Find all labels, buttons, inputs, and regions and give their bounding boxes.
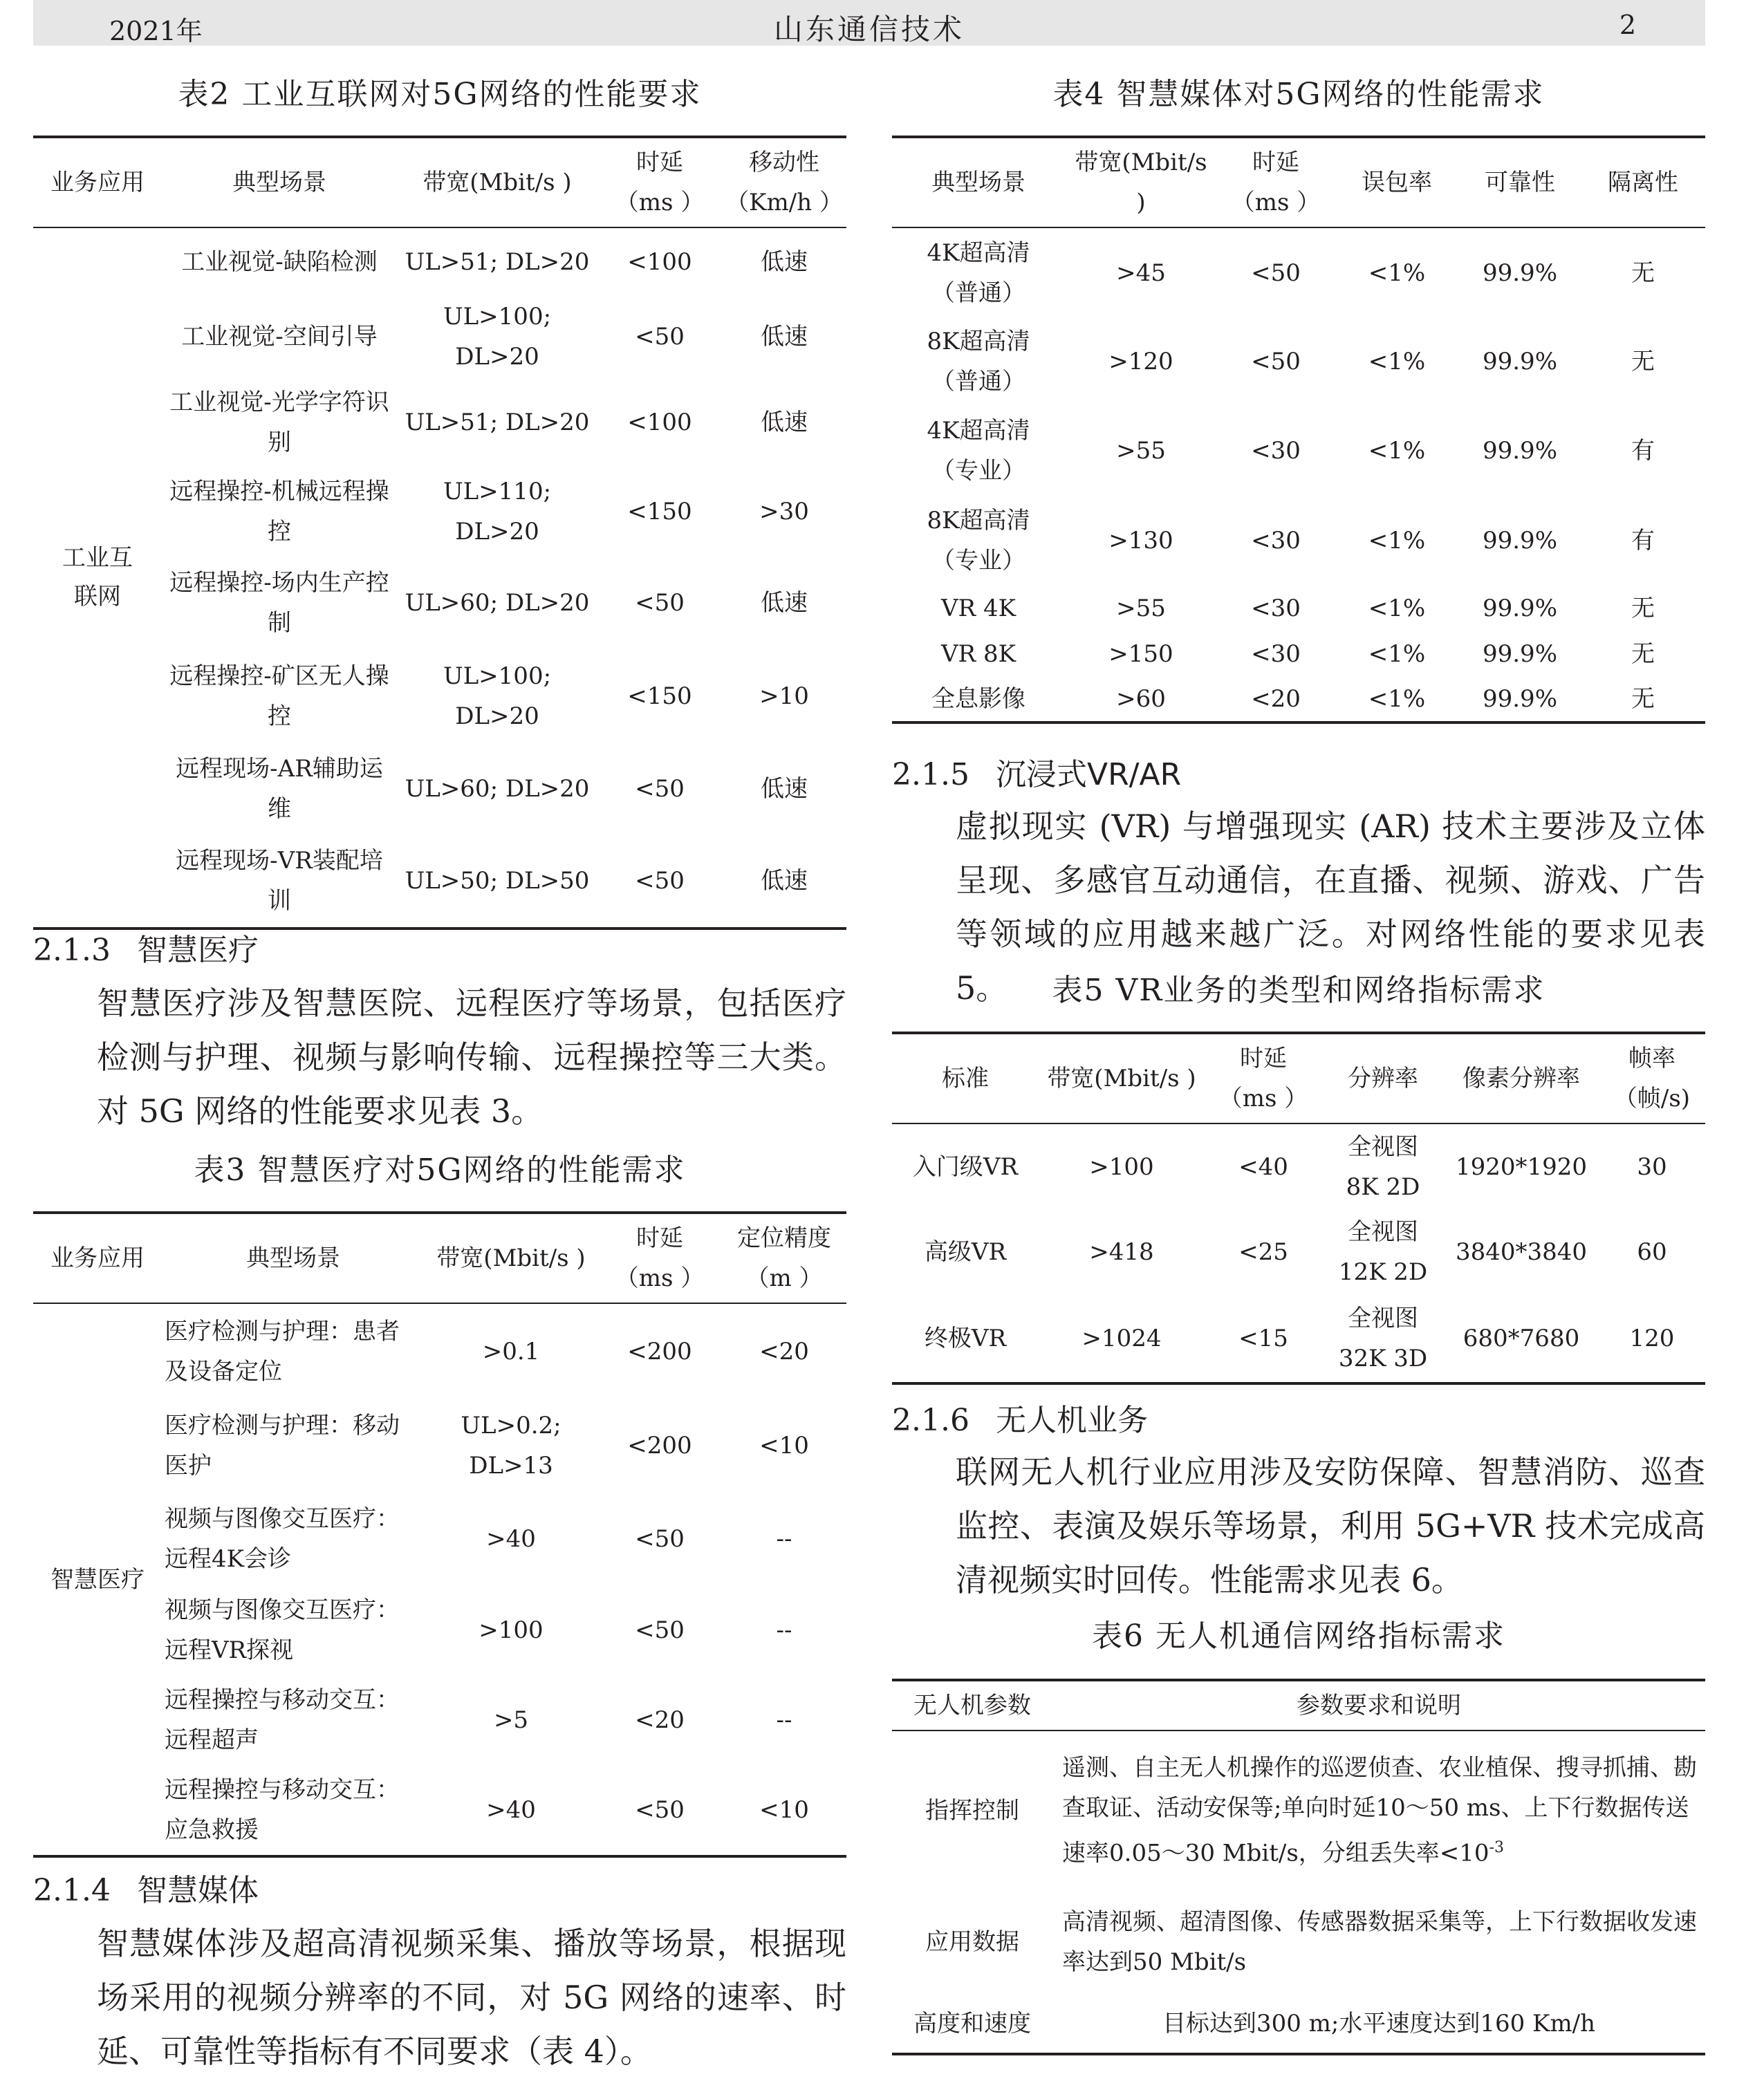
scenario-cell: 远程操控与移动交互：远程超声 [165, 1686, 400, 1754]
scenario-cell: 8K超高清 （普通） [927, 328, 1030, 395]
col-header: 带宽(Mbit/s ) [1065, 137, 1217, 227]
col-header: 业务应用 [33, 1213, 162, 1303]
table-row: 远程操控-场内生产控制 UL>60; DL>20 <50 低速 [33, 557, 846, 649]
group-cell: 工业互联网 [62, 544, 133, 610]
table5 [892, 1032, 1705, 1385]
col-header: 典型场景 [162, 137, 397, 227]
section-2-1-3-paragraph: 智慧医疗涉及智慧医院、远程医疗等场景，包括医疗检测与护理、视频与影响传输、远程操控等三大类。对 5G 网络的性能要求见表 3。 [97, 985, 846, 1130]
col-header: 带宽(Mbit/s ) [425, 1213, 597, 1303]
section-2-1-5-paragraph: 虚拟现实 (VR) 与增强现实 (AR) 技术主要涉及立体呈现、多感官互动通信，在直播、视频、游戏、广告等领域的应用越来越广泛。对网络性能的要求见表 5。 [956, 808, 1705, 1007]
table-row: 全息影像 >60 <20 <1% 99.9% 无 [892, 677, 1705, 722]
section-2-1-6-paragraph: 联网无人机行业应用涉及安防保障、智慧消防、巡查监控、表演及娱乐等场景，利用 5G+VR 技术完成高清视频实时回传。性能需求见表 6。 [956, 1453, 1705, 1598]
table-row: 视频与图像交互医疗：远程VR探视 >100 <50 -- [33, 1585, 846, 1675]
table-row: 入门级VR >100 <40 全视图 8K 2D 1920*1920 30 [892, 1123, 1705, 1209]
table-row: 远程操控与移动交互：应急救援 >40 <50 <10 [33, 1765, 846, 1856]
col-header: 像素分辨率 [1444, 1033, 1599, 1123]
table-row: 远程现场-VR装配培训 UL>50; DL>50 <50 低速 [33, 834, 846, 929]
param-cell: 高度和速度 [913, 2010, 1031, 2037]
col-header: 无人机参数 [892, 1680, 1052, 1730]
col-header: 误包率 [1335, 137, 1459, 227]
header-journal-title: 山东通信技术 [773, 12, 965, 46]
col-header: 时延 （ms ） [1217, 137, 1335, 227]
table-row: 8K超高清 （专业） >130 <30 <1% 99.9% 有 [892, 496, 1705, 586]
scenario-cell: 远程现场-VR装配培训 [176, 847, 383, 915]
table-row: 远程操控-矿区无人操控 UL>100; DL>20 <150 >10 [33, 649, 846, 743]
scenario-cell: 视频与图像交互医疗：远程4K会诊 [165, 1505, 400, 1573]
col-header: 典型场景 [162, 1213, 425, 1303]
col-header: 移动性 （Km/h ） [722, 137, 846, 227]
table-row: 远程操控与移动交互：远程超声 >5 <20 -- [33, 1675, 846, 1765]
table6-caption: 表6 无人机通信网络指标需求 [1092, 1618, 1505, 1654]
table-header-row [33, 137, 846, 227]
header-year: 2021年 [109, 16, 203, 46]
col-header: 帧率 （帧/s) [1599, 1033, 1705, 1123]
table-header-row [892, 1033, 1705, 1123]
section-heading-2-1-4: 2.1.4 智慧媒体 [33, 1873, 259, 1908]
col-header: 可靠性 [1459, 137, 1581, 227]
scenario-cell: 4K超高清 （专业） [927, 417, 1030, 485]
col-header: 时延 （ms ） [597, 1213, 722, 1303]
scenario-cell: 医疗检测与护理：移动医护 [165, 1412, 400, 1480]
scenario-cell: 4K超高清 （普通） [927, 239, 1030, 307]
table-header-row [892, 137, 1705, 227]
table-header-row [892, 1680, 1705, 1730]
section-heading-2-1-3: 2.1.3 智慧医疗 [33, 933, 259, 968]
scenario-cell: 视频与图像交互医疗：远程VR探视 [165, 1596, 400, 1664]
col-header: 分辨率 [1322, 1033, 1444, 1123]
scenario-cell: 远程现场-AR辅助运维 [176, 755, 383, 823]
col-header: 带宽(Mbit/s ) [1039, 1033, 1205, 1123]
scenario-cell: VR 4K [941, 595, 1016, 622]
table-row: 工业视觉-光学字符识别 UL>51; DL>20 <100 低速 [33, 378, 846, 467]
scenario-cell: 工业视觉-空间引导 [181, 323, 378, 351]
scenario-cell: 远程操控与移动交互：应急救援 [165, 1776, 400, 1844]
table-row: 工业视觉-空间引导 UL>100; DL>20 <50 低速 [33, 295, 846, 378]
param-cell: 指挥控制 [925, 1796, 1019, 1825]
requirement-cell: 高清视频、超清图像、传感器数据采集等，上下行数据收发速率达到50 Mbit/s [1062, 1908, 1697, 1976]
scenario-cell: 全息影像 [931, 685, 1025, 713]
standard-cell: 入门级VR [912, 1153, 1019, 1181]
table-header-row [33, 1213, 846, 1303]
table5-caption: 表5 VR业务的类型和网络指标需求 [1052, 973, 1545, 1008]
col-header: 标准 [892, 1033, 1039, 1123]
table-row: VR 8K >150 <30 <1% 99.9% 无 [892, 631, 1705, 677]
section-heading-2-1-5: 2.1.5 沉浸式VR/AR [892, 757, 1182, 792]
section-2-1-4-paragraph: 智慧媒体涉及超高清视频采集、播放等场景，根据现场采用的视频分辨率的不同，对 5G 网络的速率、时延、可靠性等指标有不同要求（表 4）。 [97, 1925, 846, 2070]
table-row: 4K超高清 （专业） >55 <30 <1% 99.9% 有 [892, 406, 1705, 496]
scenario-cell: 远程操控-矿区无人操控 [169, 662, 389, 730]
page-header [33, 0, 1705, 46]
section-heading-2-1-6: 2.1.6 无人机业务 [892, 1403, 1148, 1438]
table-row: 8K超高清 （普通） >120 <50 <1% 99.9% 无 [892, 317, 1705, 406]
col-header: 时延 （ms ） [1205, 1033, 1322, 1123]
table6 [892, 1679, 1705, 2055]
table3-caption: 表3 智慧医疗对5G网络的性能需求 [194, 1153, 686, 1188]
table-row: 工业互联网 工业视觉-缺陷检测 UL>51; DL>20 <100 低速 [33, 227, 846, 295]
scenario-cell: 工业视觉-光学字符识别 [169, 389, 389, 456]
param-cell: 应用数据 [925, 1928, 1019, 1956]
scenario-cell: 远程操控-场内生产控制 [169, 569, 389, 637]
table-row: 高级VR >418 <25 全视图 12K 2D 3840*3840 60 [892, 1209, 1705, 1295]
group-cell: 智慧医疗 [50, 1565, 145, 1594]
scenario-cell: 8K超高清 （专业） [927, 507, 1030, 575]
table3 [33, 1211, 846, 1858]
table-row: 终极VR >1024 <15 全视图 32K 3D 680*7680 120 [892, 1295, 1705, 1383]
table4-caption: 表4 智慧媒体对5G网络的性能需求 [1052, 77, 1545, 112]
scenario-cell: VR 8K [941, 640, 1016, 668]
table2 [33, 136, 846, 930]
table-row: 4K超高清 （普通） >45 <50 <1% 99.9% 无 [892, 227, 1705, 317]
header-page-number: 2 [1619, 10, 1636, 40]
requirement-cell: 目标达到300 m;水平速度达到160 Km/h [1162, 2010, 1596, 2037]
table-row: 医疗检测与护理：移动医护 UL>0.2; DL>13 <200 <10 [33, 1399, 846, 1493]
table-row: 视频与图像交互医疗：远程4K会诊 >40 <50 -- [33, 1493, 846, 1585]
col-header: 典型场景 [892, 137, 1065, 227]
table-row: 远程现场-AR辅助运维 UL>60; DL>20 <50 低速 [33, 743, 846, 834]
table-row [892, 1730, 1705, 1890]
scenario-cell: 工业视觉-缺陷检测 [181, 248, 378, 276]
table-row [892, 1995, 1705, 2054]
col-header: 定位精度 （m ） [722, 1213, 846, 1303]
standard-cell: 终极VR [924, 1325, 1007, 1352]
table-row [892, 1890, 1705, 1995]
col-header: 隔离性 [1581, 137, 1705, 227]
standard-cell: 高级VR [924, 1238, 1007, 1266]
table2-caption: 表2 工业互联网对5G网络的性能要求 [178, 77, 702, 112]
table4 [892, 136, 1705, 724]
col-header: 时延 （ms ） [597, 137, 722, 227]
table-row: VR 4K >55 <30 <1% 99.9% 无 [892, 586, 1705, 631]
col-header: 带宽(Mbit/s ) [397, 137, 597, 227]
scenario-cell: 远程操控-机械远程操控 [169, 478, 389, 545]
col-header: 参数要求和说明 [1052, 1680, 1705, 1730]
requirement-cell: 遥测、自主无人机操作的巡逻侦查、农业植保、搜寻抓捕、勘查取证、活动安保等;单向时延10～50 ms、上下行数据传送速率0.05～30 Mbit/s，分组丢失率$<10^{-3}$ [1062, 1753, 1697, 1867]
table-row: 远程操控-机械远程操控 UL>110; DL>20 <150 >30 [33, 467, 846, 557]
table-row: 智慧医疗 医疗检测与护理：患者及设备定位 >0.1 <200 <20 [33, 1303, 846, 1399]
scenario-cell: 医疗检测与护理：患者及设备定位 [165, 1317, 400, 1386]
col-header: 业务应用 [33, 137, 162, 227]
